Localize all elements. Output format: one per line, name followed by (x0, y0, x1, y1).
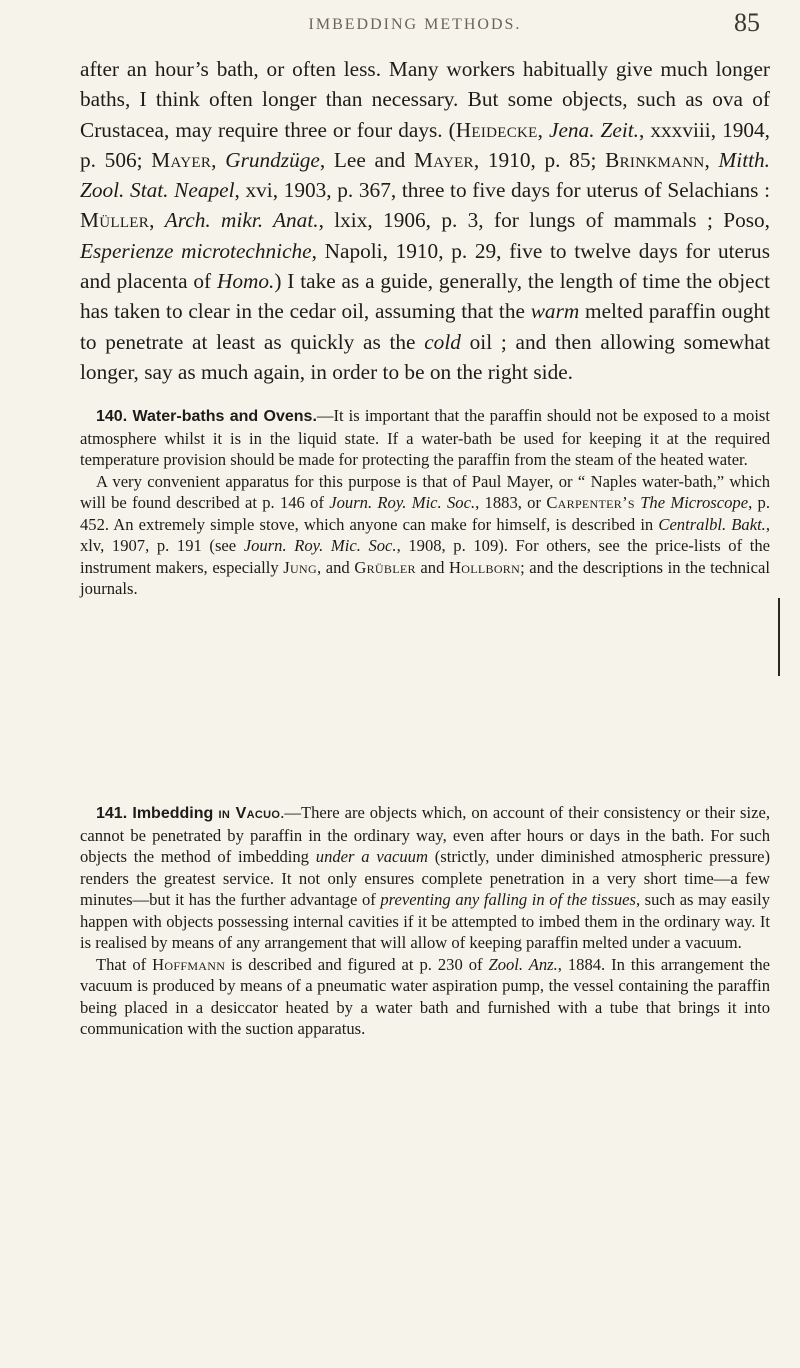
emphasis: preventing any falling in of the tissues (380, 890, 636, 909)
text-run: melted paraffin ought to penetrate at least as quickly as the (80, 299, 771, 354)
author-name: Carpenter’s (546, 493, 635, 512)
text-run: , Lee and (319, 147, 414, 172)
text-run: , 1908, p. 109). For others, see the price-lists of the instrument makers, especially (80, 536, 770, 577)
text-run: , lxix, 1906, p. 3, for lungs of mammals ; Poso, (318, 208, 770, 233)
page-header (70, 6, 760, 50)
journal-title: Journ. Roy. Mic. Soc. (243, 536, 397, 555)
intro-paragraph (80, 54, 770, 387)
book-title: The Microscope (640, 493, 749, 512)
text-run: after an hour’s bath, or often less. Many workers habitually give much longer baths, I think often longer than necessary. But some objects, such as ova of Crustacea, may require three or four days. ( (80, 57, 770, 142)
text-run: , 1910, p. 85; (473, 147, 606, 172)
text-run: , (211, 147, 226, 172)
section-heading: 141. Imbedding (96, 805, 219, 822)
author-name: Hollborn (449, 557, 521, 577)
author-name: Heidecke (455, 117, 538, 142)
text-run: That of (96, 954, 153, 974)
text-run: , such as may easily happen with objects possessing internal cavities if it be attempted to imbed them in the ordinary way. It is realised by means of any arrangement that will allow of keeping paraffin melted under a vacuum. (80, 890, 770, 952)
text-run: —It is important that the paraffin should not be exposed to a moist atmosphere whilst it is in the liquid state. If a water-bath be used for keeping it at the required temperature provision should be made for protecting the paraffin from the steam of the heated water. (80, 406, 770, 469)
author-name: Grübler (354, 557, 416, 577)
text-run: , xvi, 1903, p. 367, three to five days for uterus of Selachians : (234, 178, 771, 203)
journal-title: Zool. Anz. (488, 954, 558, 974)
text-run: , 1884. In this arrangement the vacuum is produced by means of a pneumatic water aspiration pump, the vessel containing the paraffin being placed in a desiccator heated by a water bath and furnished with a tube that brings it into communication with the suction apparatus. (80, 954, 770, 1038)
text-run: (strictly, under diminished atmospheric pressure) renders the greatest service. It not only ensures complete penetration in a very short time—a few minutes—but it has the further advantage of (80, 847, 770, 909)
text-run: ) I take as a guide, generally, the length of time the object has taken to clear in the cedar oil, assuming that the (80, 269, 771, 324)
author-name: Brinkmann (605, 147, 705, 172)
text-run: , xlv, 1907, p. 191 (see (80, 514, 770, 555)
text-run: , (704, 147, 719, 172)
running-head: IMBEDDING METHODS. (308, 16, 522, 33)
journal-title: Centralbl. Bakt. (658, 514, 766, 534)
species-name: Homo. (216, 269, 275, 294)
section-140 (80, 405, 770, 600)
journal-title: Jena. Zeit. (549, 117, 640, 142)
text-run: .—There are objects which, on account of their consistency or their size, cannot be penetrated by paraffin in the ordinary way, even after hours or days in the bath. For such objects the method of imbedding (80, 803, 771, 866)
author-name: Müller (80, 208, 150, 233)
text-run: , 1883, or (475, 493, 547, 512)
text-run: , (537, 117, 549, 142)
text-run: , xxxviii, 1904, p. 506; (80, 117, 770, 172)
author-name: Mayer (151, 147, 212, 172)
book-title: Grundzüge (225, 147, 320, 172)
emphasis: cold (424, 329, 461, 354)
text-run: is described and figured at p. 230 of (225, 954, 489, 974)
journal-title: Arch. mikr. Anat. (164, 208, 319, 233)
text-run: , (149, 208, 165, 233)
text-run: A very convenient apparatus for this purpose is that of Paul Mayer, or “ Naples water-bath,” which will be found described at p. 146 of (80, 471, 770, 512)
text-run: ; and the descriptions in the technical journals. (80, 557, 770, 598)
author-name: Hoffmann (152, 954, 226, 974)
page-number: 85 (734, 8, 760, 37)
book-title: Esperienze microtechniche (80, 238, 312, 263)
section-heading: 140. Water-baths and Ovens. (96, 408, 317, 425)
text-run: , Napoli, 1910, p. 29, five to twelve days for uterus and placenta of (80, 238, 770, 294)
text-run: , and (316, 557, 355, 577)
text-run: , p. 452. An extremely simple stove, which anyone can make for himself, is described in (80, 493, 770, 534)
journal-title: Journ. Roy. Mic. Soc. (329, 493, 476, 512)
journal-title: Mitth. Zool. Stat. Neapel (80, 147, 771, 203)
text-run: and (415, 557, 449, 577)
author-name: Jung (283, 557, 317, 577)
emphasis: warm (530, 299, 580, 324)
section-heading-smallcaps: in Vacuo (218, 805, 281, 822)
section-141 (80, 802, 770, 1040)
text-run: oil ; and then allowing somewhat longer, say as much again, in order to be on the right side. (80, 329, 770, 384)
margin-rule (778, 598, 780, 676)
author-name: Mayer (413, 147, 474, 172)
emphasis: under a vacuum (315, 847, 428, 866)
